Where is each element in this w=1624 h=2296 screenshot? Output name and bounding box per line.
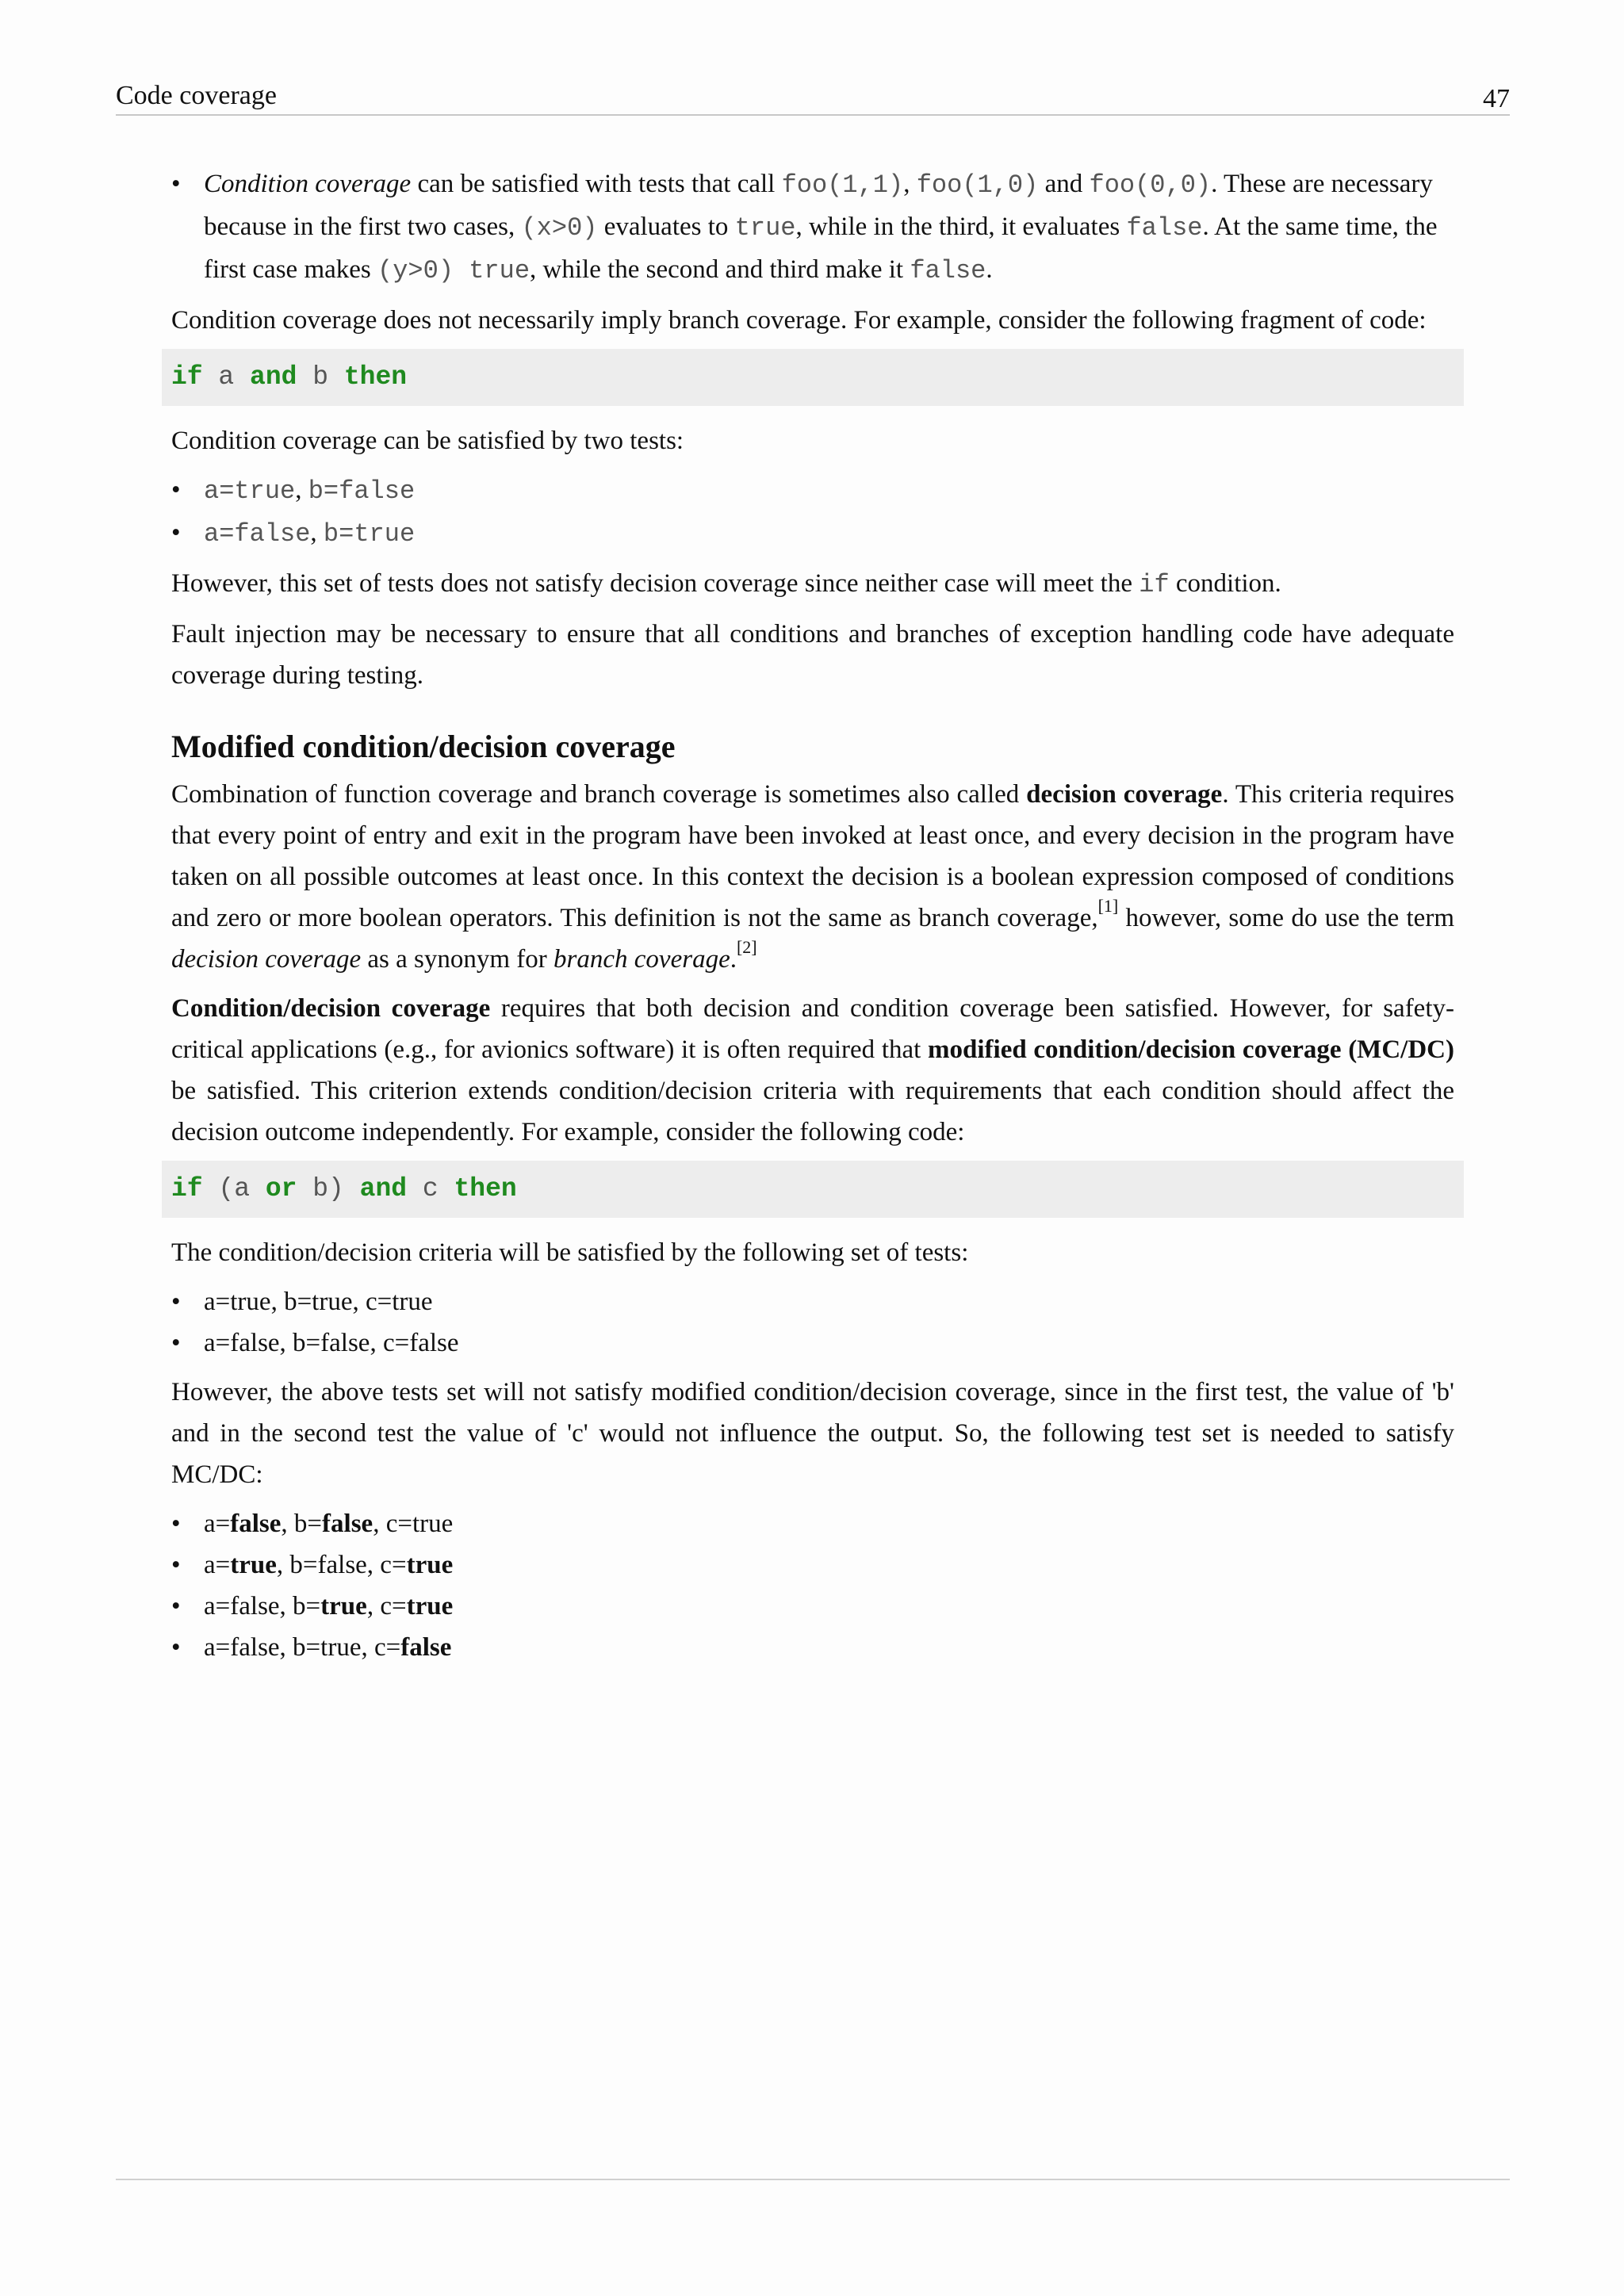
- code-keyword: then: [343, 362, 408, 392]
- code-text: c: [407, 1174, 454, 1203]
- code-keyword: if: [171, 362, 203, 392]
- list-item: [171, 1544, 1454, 1586]
- inline-code: (y>0) true: [377, 256, 530, 285]
- bold-value: true: [406, 1551, 454, 1579]
- page-content: [171, 163, 1454, 1676]
- text: however, some do use the term: [1118, 904, 1454, 932]
- inline-code: a=false: [204, 519, 311, 549]
- list-item: [171, 163, 1454, 292]
- bold-term: modified condition/decision coverage (MC/DC): [928, 1035, 1454, 1064]
- text: , c=true: [373, 1510, 454, 1538]
- bold-term: Condition/decision coverage: [171, 994, 491, 1023]
- text: ,: [295, 476, 308, 504]
- bold-value: true: [230, 1551, 277, 1579]
- inline-code: (x>0): [521, 213, 598, 243]
- text: a=false, b=true, c=: [204, 1633, 401, 1662]
- paragraph: Condition coverage does not necessarily imply branch coverage. For example, consider the following fragment of code:: [171, 306, 1427, 335]
- bold-value: true: [406, 1592, 454, 1621]
- italic-term: decision coverage: [171, 945, 362, 974]
- list-item: • a=true, b=true, c=true: [171, 1281, 1454, 1322]
- bold-value: false: [230, 1510, 282, 1538]
- text: and: [1038, 170, 1090, 198]
- inline-code: b=false: [308, 476, 416, 506]
- list-item: [171, 1586, 1454, 1627]
- inline-code: if: [1139, 570, 1170, 599]
- code-keyword: then: [454, 1174, 517, 1203]
- text: , while in the third, it evaluates: [795, 212, 1127, 241]
- code-keyword: and: [250, 362, 297, 392]
- text: . At the same time, the first case makes: [204, 212, 1438, 284]
- bold-value: true: [320, 1592, 367, 1621]
- text: , while the second and third make it: [530, 255, 910, 284]
- term-condition-coverage: Condition coverage: [204, 170, 412, 198]
- text: a=false, b=: [204, 1592, 321, 1621]
- text: a=: [204, 1551, 231, 1579]
- text: Combination of function coverage and branch coverage is sometimes also called: [171, 780, 1027, 809]
- list-item: [171, 1503, 1454, 1544]
- paragraph: [171, 563, 1454, 606]
- mcdc-tests-list: [171, 1503, 1454, 1668]
- paragraph: Fault injection may be necessary to ensure that all conditions and branches of exception handling code have adequate coverage during testing.: [171, 620, 1454, 690]
- text: a=: [204, 1510, 231, 1538]
- code-keyword: and: [359, 1174, 408, 1203]
- text: . This criteria requires that every point of entry and exit in the program have been invoked at least once, and every decision in the program have taken on all possible outcomes at least once. In this context the decision is a boolean expression composed of conditions and zero or more boolean operators. This definition is not the same as branch coverage,: [171, 780, 1454, 932]
- inline-code: foo(0,0): [1089, 170, 1212, 200]
- page-header: [116, 78, 1510, 116]
- inline-code: b=true: [323, 519, 416, 549]
- condition-coverage-list: [171, 163, 1454, 292]
- inline-code: foo(1,1): [781, 170, 904, 200]
- citation-ref[interactable]: [2]: [736, 937, 757, 957]
- two-tests-list: [171, 469, 1454, 555]
- text: , b=: [281, 1510, 323, 1538]
- text: , b=false, c=: [276, 1551, 407, 1579]
- bold-term: decision coverage: [1026, 780, 1223, 809]
- footer-rule: [116, 2179, 1510, 2180]
- bold-value: false: [322, 1510, 373, 1538]
- inline-code: false: [1126, 213, 1203, 243]
- text: .: [730, 945, 737, 974]
- inline-code: a=true: [204, 476, 296, 506]
- citation-ref[interactable]: [1]: [1097, 896, 1119, 916]
- text: However, this set of tests does not satisfy decision coverage since neither case will meet the: [171, 569, 1139, 598]
- inline-code: true: [734, 213, 796, 243]
- paragraph: However, the above tests set will not satisfy modified condition/decision coverage, since in the first test, the value of 'b' and in the second test the value of 'c' would not influence the output. So, the following test set is needed to satisfy MC/DC:: [171, 1378, 1454, 1489]
- bold-value: false: [400, 1633, 452, 1662]
- code-block: [162, 349, 1464, 406]
- code-text: (a: [202, 1174, 266, 1203]
- list-item: [171, 512, 1454, 555]
- list-item: [171, 1627, 1454, 1668]
- inline-code: false: [910, 256, 986, 285]
- paragraph: Condition coverage can be satisfied by two tests:: [171, 427, 684, 455]
- code-block: [162, 1161, 1464, 1218]
- running-title: Code coverage: [116, 81, 277, 110]
- text: ,: [903, 170, 917, 198]
- text: requires that both decision and condition coverage been satisfied. However, for safety-critical applications (e.g., for avionics software) it is often required that: [171, 994, 1454, 1064]
- text: as a synonym for: [361, 945, 554, 974]
- text: condition.: [1169, 569, 1281, 598]
- text: , c=: [366, 1592, 407, 1621]
- code-text: b): [297, 1174, 360, 1203]
- paragraph: [171, 774, 1454, 980]
- text: evaluates to: [597, 212, 735, 241]
- list-item: [171, 469, 1454, 512]
- condition-decision-tests-list: [171, 1281, 1454, 1364]
- code-text: a: [202, 362, 251, 392]
- list-item: • a=false, b=false, c=false: [171, 1322, 1454, 1364]
- code-text: b: [297, 362, 344, 392]
- code-keyword: or: [265, 1174, 297, 1203]
- text: be satisfied. This criterion extends condition/decision criteria with requirements that each condition should affect the decision outcome independently. For example, consider the following code:: [171, 1077, 1454, 1146]
- paragraph: The condition/decision criteria will be satisfied by the following set of tests:: [171, 1238, 969, 1267]
- italic-term: branch coverage: [553, 945, 730, 974]
- inline-code: foo(1,0): [916, 170, 1039, 200]
- text: .: [986, 255, 993, 284]
- page-number: 47: [1483, 84, 1510, 113]
- text: ,: [310, 519, 324, 547]
- paragraph: [171, 988, 1454, 1153]
- text: can be satisfied with tests that call: [411, 170, 782, 198]
- code-keyword: if: [171, 1174, 203, 1203]
- section-heading: Modified condition/decision coverage: [171, 729, 676, 764]
- text: . These are necessary because in the first two cases,: [204, 170, 1433, 241]
